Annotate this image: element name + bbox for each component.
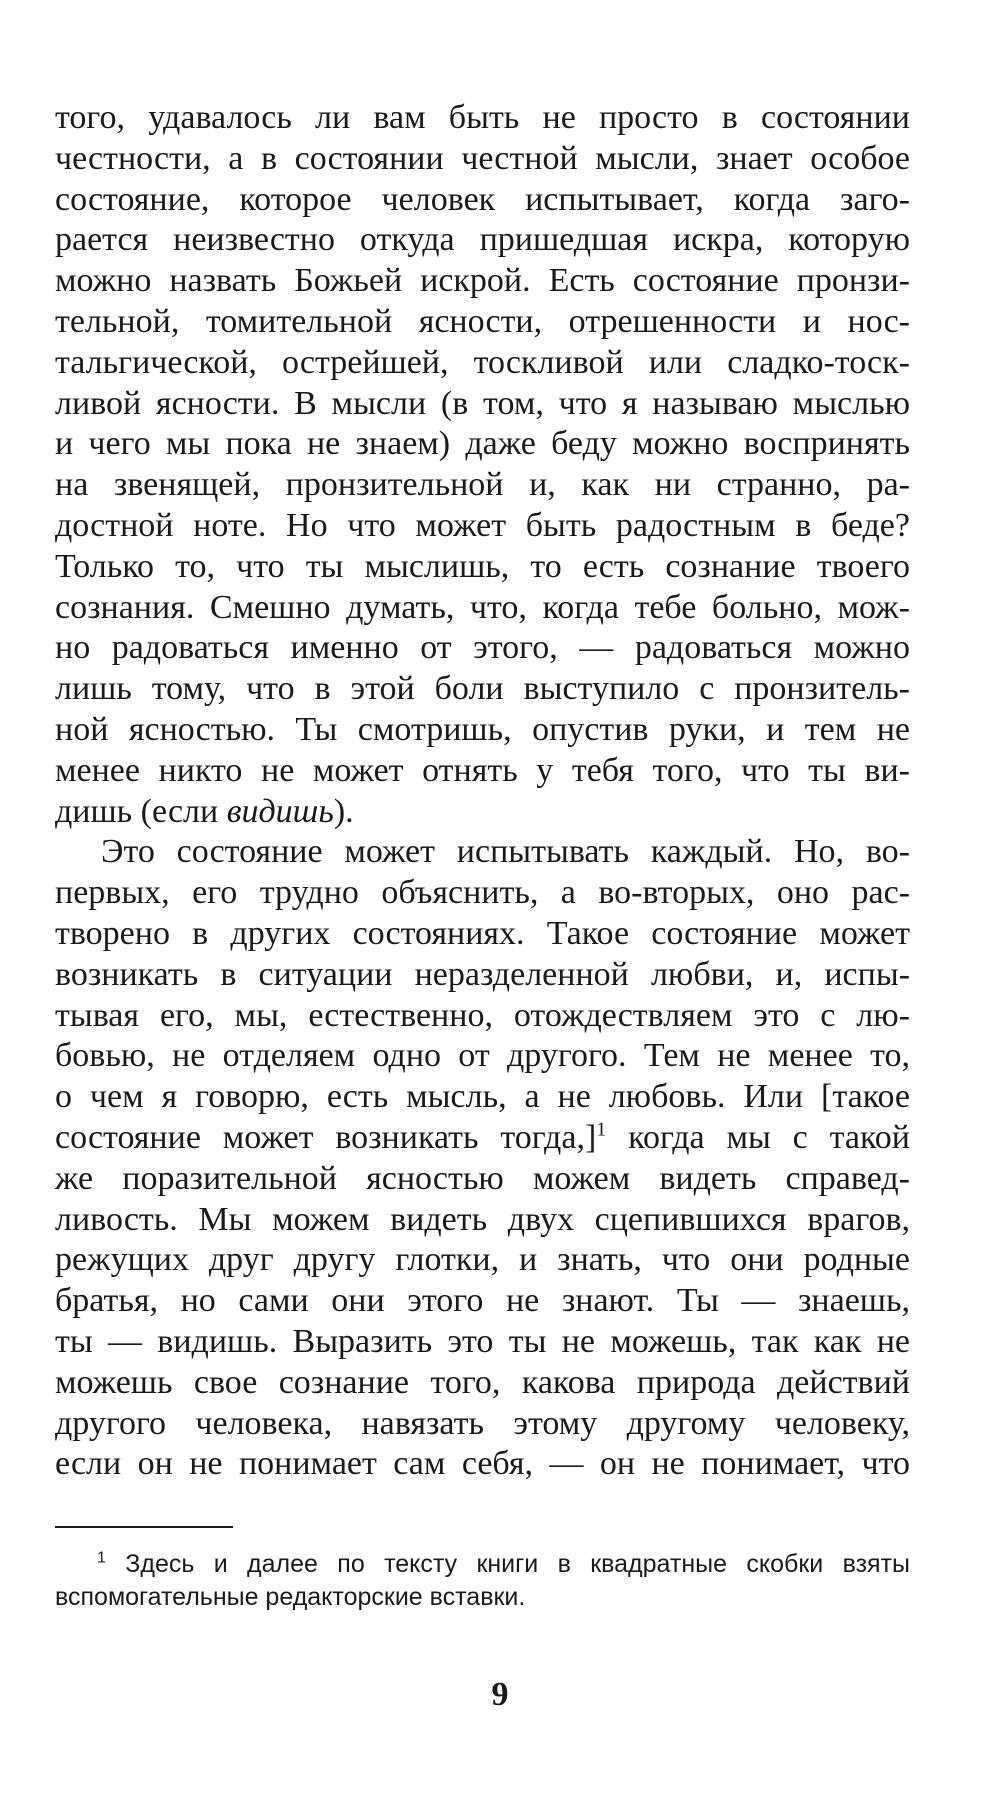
text-line: первых, его трудно объяснить, а во-вторых, оно рас- <box>55 874 910 912</box>
footnote-line <box>55 1548 910 1581</box>
text-line <box>55 792 910 833</box>
text-line: ной ясностью. Ты смотришь, опустив руки, и тем не <box>55 710 910 748</box>
footnote <box>55 1548 910 1614</box>
text-line: братья, но сами они этого не знают. Ты — знаешь, <box>55 1282 910 1320</box>
text-line: ливость. Мы можем видеть двух сцепившихся врагов, <box>55 1200 910 1238</box>
text-line: возникать в ситуации неразделенной любви, и, испы- <box>55 955 910 993</box>
footnote-text: Здесь и далее по тексту книги в квадратные скобки взяты <box>105 1550 910 1578</box>
text-line: Это состояние может испытывать каждый. Но, во- <box>101 833 910 871</box>
text-line: другого человека, навязать этому другому человеку, <box>55 1404 910 1442</box>
text-line: рается неизвестно откуда пришедшая искра, которую <box>55 221 910 259</box>
text-line: достной ноте. Но что может быть радостным в беде? <box>55 506 910 544</box>
text-line: бовью, не отделяем одно от другого. Тем не менее то, <box>55 1037 910 1075</box>
text-fragment: дишь (если <box>55 792 227 830</box>
text-line: на звенящей, пронзительной и, как ни странно, ра- <box>55 466 910 504</box>
text-line: о чем я говорю, есть мысль, а не любовь. Или [такое <box>55 1078 910 1116</box>
text-line: если он не понимает сам себя, — он не понимает, что <box>55 1445 910 1483</box>
text-line: того, удавалось ли вам быть не просто в состоянии <box>55 99 910 136</box>
emphasis-text: видишь <box>226 792 334 830</box>
text-line: ливой ясности. В мысли (в том, что я называю мыслью <box>55 384 910 422</box>
page-body <box>55 98 910 1485</box>
paragraph-2 <box>55 832 910 1485</box>
text-line: же поразительной ясностью можем видеть справед- <box>55 1159 910 1197</box>
footnote-ref: 1 <box>596 1118 607 1141</box>
text-line: можешь свое сознание того, какова природа действий <box>55 1363 910 1401</box>
text-fragment: ). <box>333 792 354 830</box>
text-line <box>55 1118 910 1159</box>
text-fragment: состояние может возникать тогда,] <box>55 1118 597 1156</box>
page-number: 9 <box>491 1676 509 1713</box>
text-line: честности, а в состоянии честной мысли, знает особое <box>55 139 910 177</box>
footnote-mark: 1 <box>97 1549 106 1567</box>
footnote-line: вспомогательные редакторские вставки. <box>55 1583 526 1611</box>
text-line: сознания. Смешно думать, что, когда тебе больно, мож- <box>55 588 910 626</box>
text-line: и чего мы пока не знаем) даже беду можно воспринять <box>55 425 910 463</box>
text-line: можно назвать Божьей искрой. Есть состояние пронзи- <box>55 262 910 300</box>
text-line: творено в других состояниях. Такое состояние может <box>55 914 910 952</box>
text-line: режущих друг другу глотки, и знать, что они родные <box>55 1241 910 1279</box>
text-line: тывая его, мы, естественно, отождествляем это с лю- <box>55 996 910 1034</box>
footnote-divider <box>55 1526 233 1528</box>
text-line: тельной, томительной ясности, отрешенности и нос- <box>55 302 910 340</box>
paragraph-1 <box>55 98 910 832</box>
text-line: состояние, которое человек испытывает, когда заго- <box>55 180 910 218</box>
text-line: тальгической, острейшей, тоскливой или сладко-тоск- <box>55 343 910 381</box>
text-line: ты — видишь. Выразить это ты не можешь, так как не <box>55 1322 910 1360</box>
text-line: но радоваться именно от этого, — радоваться можно <box>55 629 910 667</box>
text-line: Только то, что ты мыслишь, то есть сознание твоего <box>55 547 910 585</box>
text-fragment: когда мы с такой <box>606 1118 910 1156</box>
text-line: лишь тому, что в этой боли выступило с пронзитель- <box>55 670 910 708</box>
text-line: менее никто не может отнять у тебя того, что ты ви- <box>55 751 910 789</box>
